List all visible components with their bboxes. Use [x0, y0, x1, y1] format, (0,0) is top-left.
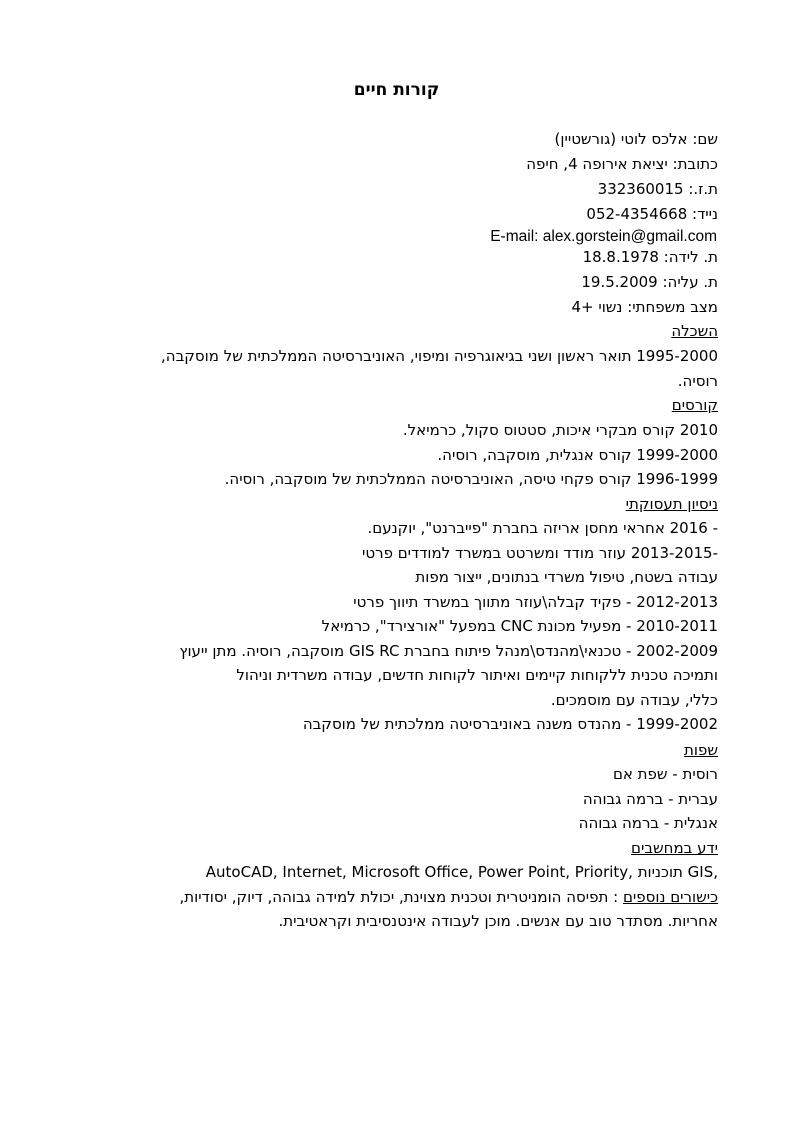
additional-skills-text: : תפיסה הומניטרית וטכנית מצוינת, יכולת למידה גבוהה, דיוק, יסודיות,	[179, 888, 623, 906]
education-item: רוסיה.	[677, 372, 718, 390]
name-line: שם: אלכס לוטי (גורשטיין)	[554, 130, 718, 148]
email-line: E-mail: alex.gorstein@gmail.com	[490, 228, 717, 245]
experience-item: 1999-2002 - מהנדס משנה באוניברסיטה ממלכתית של מוסקבה	[302, 715, 718, 733]
language-item: רוסית - שפת אם	[612, 765, 718, 783]
additional-skills-heading: כישורים נוספים	[622, 888, 718, 906]
experience-item: 2002-2009 - טכנאי\מהנדס\מנהל פיתוח בחברת GIS RC מוסקבה, רוסיה. מתן ייעוץ	[179, 642, 718, 660]
experience-heading: ניסיון תעסוקתי	[625, 495, 718, 513]
course-item: 2010 קורס מבקרי איכות, סטטוס סקול, כרמיאל.	[402, 421, 718, 439]
address-line: כתובת: יציאת אירופה 4, חיפה	[526, 155, 718, 173]
education-item: 1995-2000 תואר ראשון ושני בגיאוגרפיה ומיפוי, האוניברסיטה הממלכתית של מוסקבה,	[161, 347, 718, 365]
languages-heading: שפות	[684, 741, 718, 759]
experience-item: 2012-2013 - פקיד קבלה\עוזר מתווך במשרד תיווך פרטי	[353, 593, 718, 611]
additional-skills-text-continued: אחריות. מסתדר טוב עם אנשים. מוכן לעבודה אינטנסיבית וקראטיבית.	[278, 912, 718, 930]
experience-item: -2013-2015 עוזר מודד ומשרטט במשרד למודדים פרטי	[362, 544, 718, 562]
experience-item: 2010-2011 - מפעיל מכונת CNC במפעל "אורצירד", כרמיאל	[321, 617, 718, 635]
experience-item: עבודה בשטח, טיפול משרדי בנתונים, ייצור מפות	[415, 568, 718, 586]
language-item: עברית - ברמה גבוהה	[582, 790, 718, 808]
aliyah-date-line: ת. עליה: 19.5.2009	[581, 273, 718, 291]
course-item: 1999-2000 קורס אנגלית, מוסקבה, רוסיה.	[437, 446, 718, 464]
id-number-line: ת.ז.: 332360015	[597, 180, 718, 198]
experience-item: כללי, עבודה עם מוסמכים.	[550, 691, 718, 709]
additional-skills-line	[60, 886, 718, 908]
birth-date-line: ת. לידה: 18.8.1978	[582, 248, 718, 266]
marital-status-line: מצב משפחתי: נשוי +4	[571, 298, 718, 316]
computer-skills-text: AutoCAD, Internet, Microsoft Office, Power Point, Priority, תוכניות GIS,	[205, 863, 718, 881]
mobile-line: נייד: 052-4354668	[586, 205, 718, 223]
course-item: 1996-1999 קורס פקחי טיסה, האוניברסיטה הממלכתית של מוסקבה, רוסיה.	[224, 470, 718, 488]
language-item: אנגלית - ברמה גבוהה	[578, 814, 718, 832]
education-heading: השכלה	[671, 322, 718, 340]
experience-item: - 2016 אחראי מחסן אריזה בחברת "פייברנט", יוקנעם.	[367, 519, 718, 537]
experience-item: ותמיכה טכנית ללקוחות קיימים ואיתור לקוחות חדשים, עבודה משרדית וניהול	[236, 666, 718, 684]
courses-heading: קורסים	[671, 396, 718, 414]
computer-skills-heading: ידע במחשבים	[631, 839, 718, 857]
page-title: קורות חיים	[353, 80, 440, 100]
